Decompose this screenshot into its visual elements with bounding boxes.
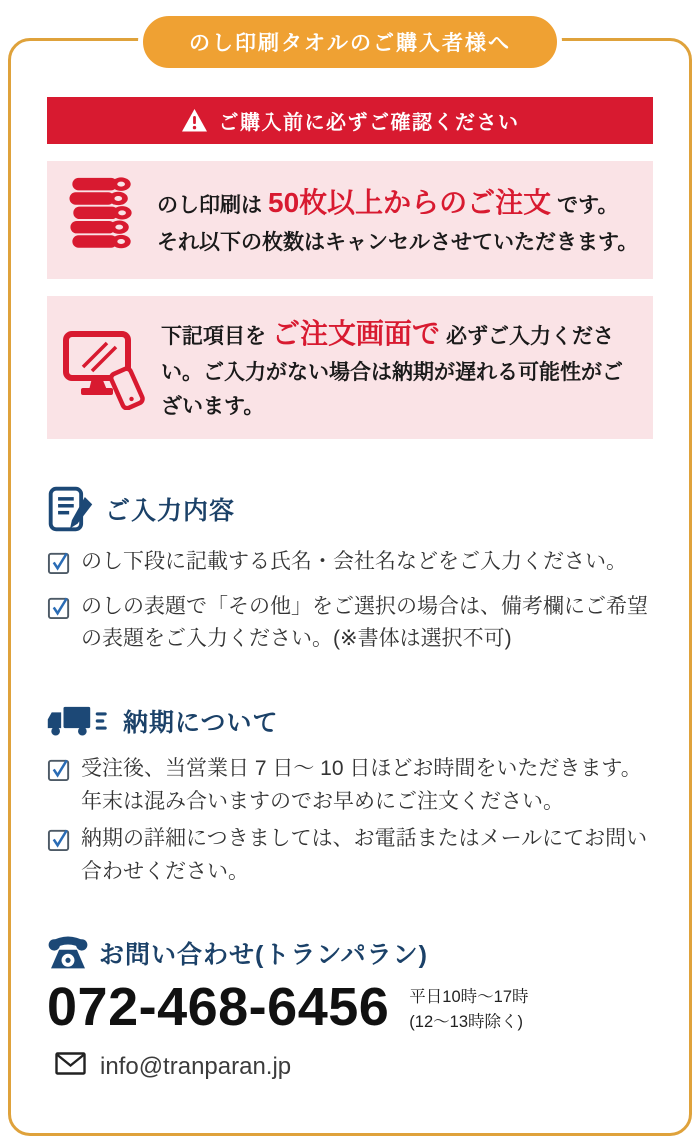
checkbox-checked-icon: [47, 591, 72, 656]
checkbox-checked-icon: [47, 753, 72, 818]
phone-row: [47, 976, 653, 1038]
notice-order-screen: [47, 296, 653, 439]
contact-header: [47, 934, 653, 972]
business-hours-line1: 平日10時〜17時: [409, 987, 529, 1006]
notice-minimum-order: [47, 161, 653, 279]
section-delivery-title: 納期について: [123, 709, 279, 738]
contact-title: お問い合わせ(トランパラン): [99, 941, 428, 970]
notice-text-post: 必ずご入力ください。ご入力がない場合は納期が遅れる可能性がございます。: [161, 325, 623, 419]
notice-minimum-order-text: [157, 180, 638, 259]
telephone-icon: [47, 934, 89, 972]
monitor-smartphone-icon: [61, 326, 147, 410]
section-delivery-header: [47, 702, 653, 740]
input-check-list: [47, 546, 653, 656]
section-input-title: ご入力内容: [105, 497, 236, 526]
warning-banner-label: ご購入前に必ずご確認ください: [218, 112, 520, 134]
document-pencil-icon: [47, 485, 95, 533]
check-item: [47, 591, 653, 656]
delivery-check-list: [47, 753, 653, 888]
page-title: のし印刷タオルのご購入者様へ: [138, 11, 562, 73]
notice-text-highlight: ご注文画面で: [272, 318, 441, 349]
bordered-panel: [8, 32, 692, 1136]
towel-stack-icon: [61, 176, 143, 264]
check-item-text: 受注後、当営業日 7 日〜 10 日ほどお時間をいただきます。年末は混み合いますのでお早めにご注文ください。: [81, 757, 642, 813]
warning-banner: [47, 97, 653, 144]
email-address: info@tranparan.jp: [100, 1053, 292, 1081]
checkbox-checked-icon: [47, 823, 72, 888]
check-item: [47, 753, 653, 818]
notice-text-pre: 下記項目を: [161, 325, 266, 348]
section-input-header: [47, 485, 653, 533]
check-item: [47, 546, 653, 586]
envelope-icon: [55, 1052, 86, 1082]
delivery-truck-icon: [47, 702, 113, 740]
phone-number: 072-468-6456: [47, 977, 390, 1038]
notice-order-screen-text: [161, 311, 635, 424]
check-item: [47, 823, 653, 888]
checkbox-checked-icon: [47, 546, 72, 586]
notice-text-highlight: 50枚以上からのご注文: [268, 187, 552, 219]
warning-triangle-icon: [181, 108, 208, 133]
email-row: [47, 1052, 653, 1082]
check-item-text: 納期の詳細につきましては、お電話またはメールにてお問い合わせください。: [81, 827, 648, 883]
business-hours: [409, 979, 528, 1036]
notice-text-line2: それ以下の枚数はキャンセルさせていただきます。: [157, 230, 639, 254]
check-item-text: のし下段に記載する氏名・会社名などをご入力ください。: [81, 550, 627, 574]
notice-text-post: です。: [557, 194, 619, 218]
business-hours-line2: (12〜13時除く): [409, 1013, 523, 1032]
check-item-text: のしの表題で「その他」をご選択の場合は、備考欄にご希望の表題をご入力ください。(※書体は選択不可): [81, 594, 648, 651]
notice-text-pre: のし印刷は: [157, 194, 262, 218]
